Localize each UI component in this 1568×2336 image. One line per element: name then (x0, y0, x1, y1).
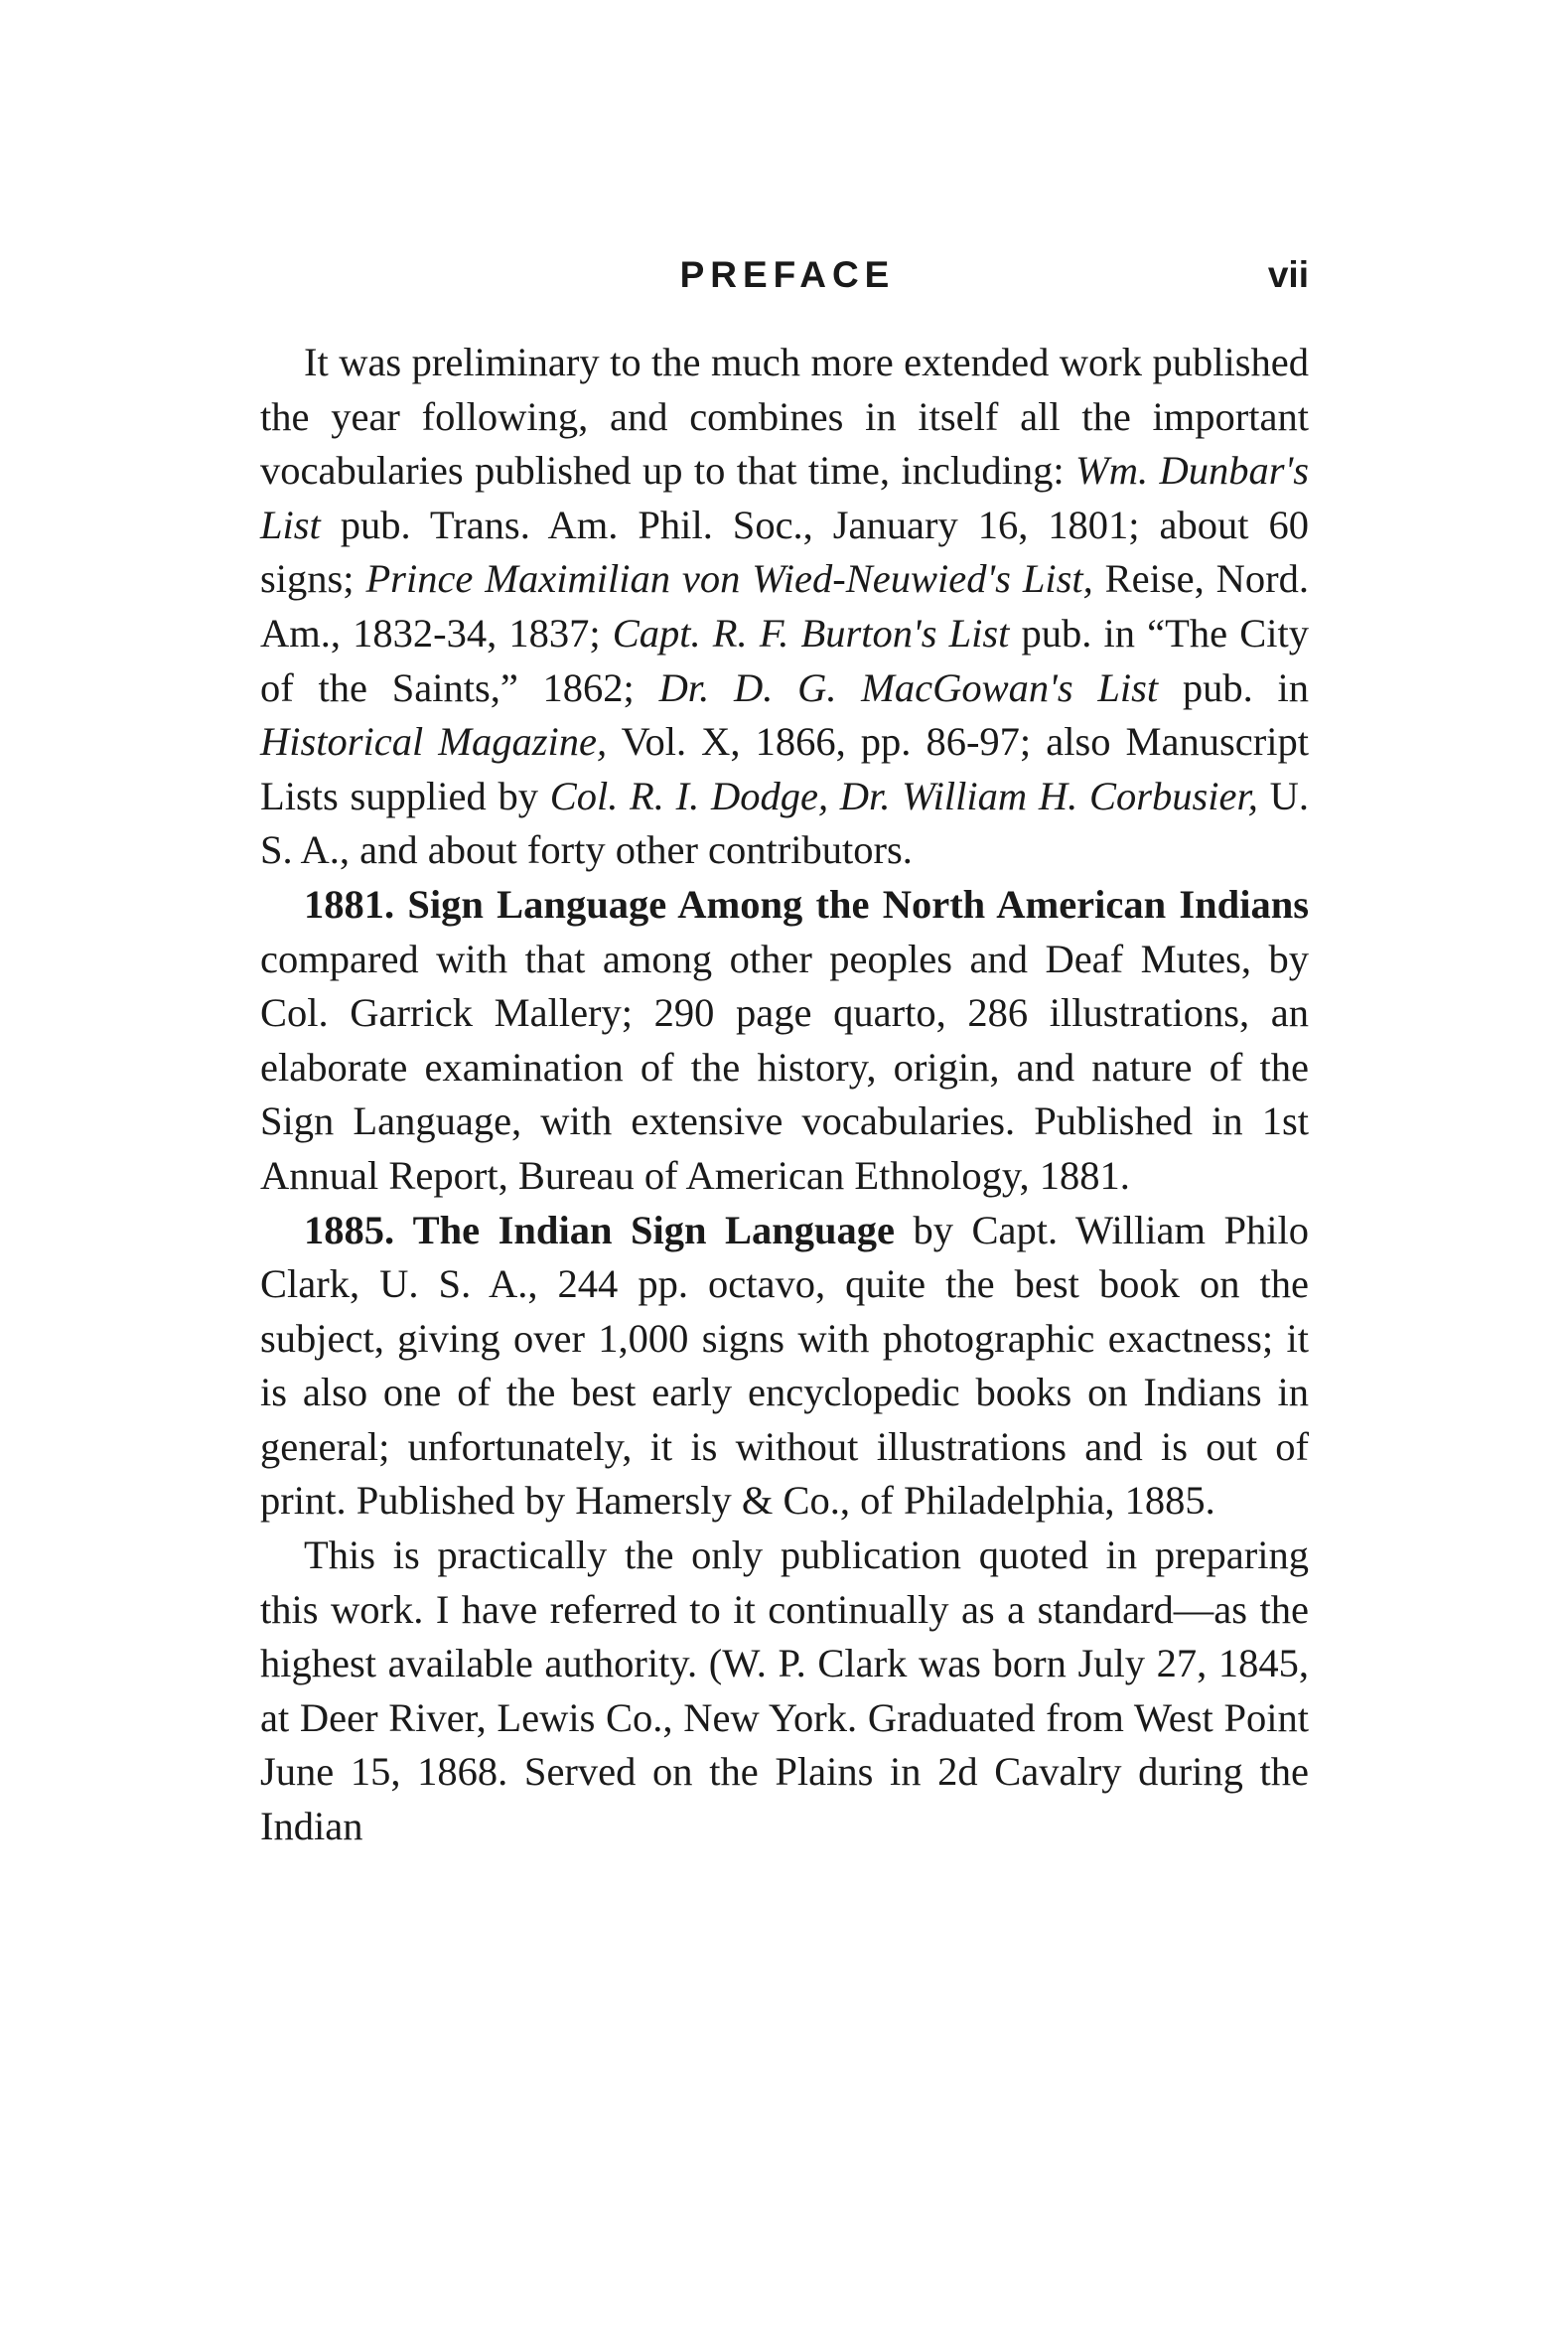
paragraph-clark-note (260, 1529, 1309, 1854)
paragraph-text: U. S. A., and about forty other contributors. (260, 773, 1310, 873)
paragraph-text: pub. Trans. Am. Phil. Soc., January 16, 1801; about 60 signs; (260, 502, 1309, 602)
citation-historical-magazine: Historical Magazine, (260, 719, 608, 765)
citation-burton: Capt. R. F. Burton's List (612, 610, 1010, 656)
entry-description: compared with that among other peoples and Deaf Mutes, by Col. Garrick Mallery; 290 page quarto, 286 illustrations, an elaborate examination of the history, origin, and nature of the Sign Language, with extensive vocabularies. Published in 1st Annual Report, Bureau of American Ethnology, 1881. (260, 936, 1309, 1198)
entry-description: by Capt. William Philo Clark, U. S. A., 244 pp. octavo, quite the best book on the subject, giving over 1,000 signs with photographic exactness; it is also one of the best early encyclopedic books on Indians in general; unfortunately, it is without illustrations and is out of print. Published by Hamersly & Co., of Philadelphia, 1885. (260, 1207, 1310, 1524)
paragraph-text: This is practically the only publication quoted in preparing this work. I have referred to it continually as a standard—as the highest available authority. (W. P. Clark was born July 27, 1845, at Deer River, Lewis Co., New York. Graduated from West Point June 15, 1868. Served on the Plains in 2d Cavalry during the Indian (260, 1533, 1309, 1849)
entry-year: 1885. (304, 1207, 395, 1252)
paragraph-entry-1881 (260, 878, 1309, 1204)
paragraph-text: pub. in (1158, 664, 1309, 710)
paragraph-text: pub. in “The City of the Saints,” 1862; (260, 610, 1309, 710)
citation-macgowan: Dr. D. G. MacGowan's List (658, 664, 1159, 710)
running-title: PREFACE (679, 254, 896, 295)
entry-year: 1881. (304, 881, 395, 927)
citation-maximilian: Prince Maximilian von Wied-Neuwied's List, (365, 556, 1093, 602)
paragraph-text: Vol. X, 1866, pp. 86-97; also Manuscript Lists supplied by (260, 719, 1309, 818)
page-header (260, 254, 1309, 314)
entry-title: The Indian Sign Language (412, 1207, 896, 1252)
citation-dunbar: Wm. Dunbar's List (260, 448, 1309, 547)
entry-title: Sign Language Among the North American Indians (407, 881, 1309, 927)
paragraph-text: Reise, Nord. Am., 1832-34, 1837; (260, 556, 1310, 656)
page-number: vii (1267, 254, 1309, 295)
paragraph-entry-1885 (260, 1204, 1309, 1530)
paragraph-vocabularies (260, 336, 1309, 878)
paragraph-text: It was preliminary to the much more extended work published the year following, and combines in itself all the important vocabularies published up to that time, including: (260, 340, 1309, 494)
page-body (260, 336, 1309, 1854)
citation-dodge-corbusier: Col. R. I. Dodge, Dr. William H. Corbusier, (549, 773, 1258, 818)
